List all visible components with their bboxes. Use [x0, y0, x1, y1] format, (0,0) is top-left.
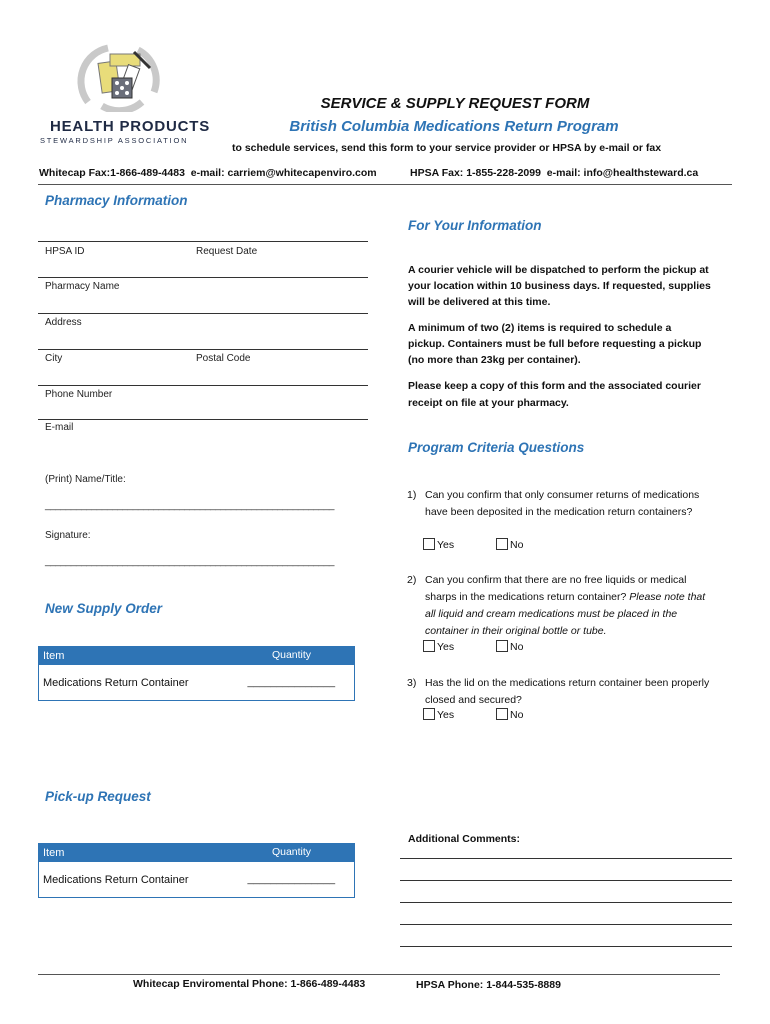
hpsa-id-label: HPSA ID — [45, 246, 85, 257]
info-paragraph-1: A courier vehicle will be dispatched to perform the pickup at your location within 10 business days. If requested, supplies will be delivered at this time. — [408, 264, 711, 308]
q3-yes-checkbox[interactable] — [423, 708, 435, 720]
pickup-item: Medications Return Container — [39, 862, 229, 898]
question-3-text: Has the lid on the medications return container been properly closed and secured? — [425, 677, 710, 706]
question-2-note: Please note that all liquid and cream medications must be placed in the container in their original bottle or tube. — [425, 591, 706, 637]
city-field[interactable] — [38, 366, 188, 384]
comment-line — [400, 946, 732, 947]
city-label: City — [45, 353, 63, 364]
q2-no-option[interactable] — [496, 640, 523, 653]
table-header — [39, 647, 355, 665]
postal-code-field[interactable] — [196, 366, 366, 384]
supply-col-quantity: Quantity — [229, 647, 355, 665]
address-label: Address — [45, 317, 82, 328]
q2-no-label: No — [510, 641, 524, 653]
supply-quantity-input[interactable]: _______________ — [229, 665, 355, 701]
field-divider — [38, 313, 368, 314]
comment-line — [400, 902, 732, 903]
supply-col-item: Item — [39, 647, 229, 665]
pickup-table — [38, 843, 355, 898]
pharmacy-name-label: Pharmacy Name — [45, 281, 120, 292]
supply-heading: New Supply Order — [45, 601, 163, 616]
postal-code-label: Postal Code — [196, 353, 251, 364]
info-paragraph-2: A minimum of two (2) items is required to schedule a pickup. Containers must be full before requesting a pickup (no more than 23kg per container). — [408, 322, 702, 366]
q2-yes-option[interactable] — [423, 640, 454, 653]
pickup-heading: Pick-up Request — [45, 789, 151, 804]
signature-label: Signature: — [45, 530, 91, 541]
request-date-field[interactable] — [196, 258, 366, 276]
pharmacy-name-field[interactable] — [38, 294, 368, 312]
footer-divider — [38, 974, 720, 975]
logo-title: HEALTH PRODUCTS — [50, 118, 211, 135]
question-2-block — [425, 572, 717, 640]
comments-field[interactable] — [400, 846, 732, 952]
q1-yes-label: Yes — [437, 539, 455, 551]
phone-field[interactable] — [38, 402, 368, 418]
q1-no-checkbox[interactable] — [496, 538, 508, 550]
pickup-col-quantity: Quantity — [229, 844, 355, 862]
field-divider — [38, 385, 368, 386]
print-name-label: (Print) Name/Title: — [45, 474, 126, 485]
question-2-number: 2) — [407, 574, 417, 586]
question-1-text: Can you confirm that only consumer returns of medications have been deposited in the medication return containers? — [425, 489, 700, 518]
request-date-label: Request Date — [196, 246, 258, 257]
q2-no-checkbox[interactable] — [496, 640, 508, 652]
phone-label: Phone Number — [45, 389, 113, 400]
q2-yes-checkbox[interactable] — [423, 640, 435, 652]
table-row — [39, 665, 355, 701]
print-name-line[interactable]: ________________________________________________________ — [45, 500, 335, 511]
supply-table — [38, 646, 355, 701]
table-header — [39, 844, 355, 862]
info-paragraph-3: Please keep a copy of this form and the associated courier receipt on file at your pharmacy. — [408, 380, 701, 409]
footer-hpsa-phone: HPSA Phone: 1-844-535-8889 — [416, 979, 561, 991]
email-field[interactable] — [38, 435, 368, 453]
field-divider — [38, 277, 368, 278]
pickup-col-item: Item — [39, 844, 229, 862]
page-title: SERVICE & SUPPLY REQUEST FORM — [320, 95, 590, 112]
contact-hpsa: HPSA Fax: 1-855-228-2099 e-mail: info@healthsteward.ca — [410, 167, 699, 179]
field-divider — [38, 241, 368, 242]
q3-yes-label: Yes — [437, 709, 455, 721]
supply-item: Medications Return Container — [39, 665, 229, 701]
q1-no-label: No — [510, 539, 524, 551]
question-1-number: 1) — [407, 489, 417, 501]
email-label: E-mail — [45, 422, 74, 433]
question-2-text: Can you confirm that there are no free liquids or medical sharps in the medications return container? — [425, 574, 687, 603]
contact-whitecap: Whitecap Fax:1-866-489-4483 e-mail: carriem@whitecapenviro.com — [39, 167, 377, 179]
question-3-number: 3) — [407, 677, 417, 689]
q3-no-option[interactable] — [496, 708, 523, 721]
table-row — [39, 862, 355, 898]
pharmacy-heading: Pharmacy Information — [45, 193, 188, 208]
comments-label: Additional Comments: — [408, 833, 520, 845]
q2-yes-label: Yes — [437, 641, 455, 653]
comment-line — [400, 880, 732, 881]
header-divider — [38, 184, 732, 185]
logo-subtitle: STEWARDSHIP ASSOCIATION — [40, 136, 189, 145]
field-divider — [38, 349, 368, 350]
q3-yes-option[interactable] — [423, 708, 454, 721]
q1-no-option[interactable] — [496, 538, 523, 551]
q3-no-checkbox[interactable] — [496, 708, 508, 720]
criteria-heading: Program Criteria Questions — [408, 440, 585, 455]
info-heading: For Your Information — [408, 218, 542, 233]
comment-line — [400, 924, 732, 925]
q3-no-label: No — [510, 709, 524, 721]
pickup-quantity-input[interactable]: _______________ — [229, 862, 355, 898]
q1-yes-option[interactable] — [423, 538, 454, 551]
instruction-text: to schedule services, send this form to your service provider or HPSA by e-mail or fax — [232, 142, 662, 154]
signature-line[interactable]: ________________________________________________________ — [45, 556, 335, 567]
comment-line — [400, 858, 732, 859]
q1-yes-checkbox[interactable] — [423, 538, 435, 550]
hpsa-id-field[interactable] — [38, 258, 188, 276]
address-field[interactable] — [38, 330, 368, 348]
footer-whitecap-phone: Whitecap Enviromental Phone: 1-866-489-4483 — [133, 978, 366, 990]
field-divider — [38, 419, 368, 420]
page-subtitle: British Columbia Medications Return Program — [289, 118, 619, 135]
